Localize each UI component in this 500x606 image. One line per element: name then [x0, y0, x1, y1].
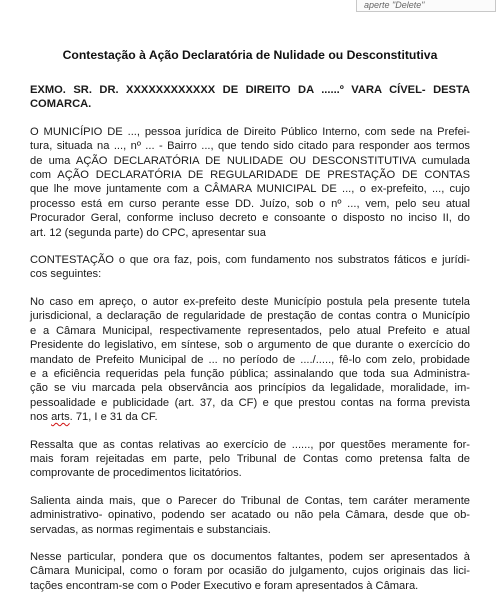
- text-line: pessoalidade e publicidade (art. 37, da CF) e que prestou contas na forma prevista: [30, 396, 470, 409]
- text-line: tações encontram-se com o Poder Executivo e foram apresentados à Câmara.: [30, 579, 419, 592]
- paragraph-contestacao: [30, 253, 470, 282]
- text-line: CONTESTAÇÃO o que ora faz, pois, com fundamento nos substratos fáticos e jurídi-: [30, 254, 470, 267]
- text-line: tura, situada na ..., nº ... - Bairro ..., que tendo sido citado para responder aos termos: [30, 140, 470, 153]
- address-line: COMARCA.: [30, 98, 92, 111]
- text-line: jurisdicional, a declaração de regularidade de prestação de contas contra o Município: [30, 310, 470, 323]
- address-line: EXMO. SR. DR. XXXXXXXXXXXX DE DIREITO DA ......º VARA CÍVEL- DESTA: [30, 84, 470, 96]
- text-fragment: nos: [30, 411, 52, 424]
- text-line: O MUNICÍPIO DE ..., pessoa jurídica de Direito Público Interno, com sede na Prefei-: [30, 125, 470, 138]
- text-line: Salienta ainda mais, que o Parecer do Tribunal de Contas, tem caráter meramente: [30, 494, 470, 507]
- paragraph-intro: [30, 125, 470, 240]
- text-line: com AÇÃO DECLARATÓRIA DE REGULARIDADE DE PRESTAÇÃO DE CONTAS: [30, 169, 470, 182]
- text-line: Procurador Geral, conforme incluso decreto e consoante o disposto no inciso II, do: [30, 212, 470, 225]
- text-line: cos seguintes:: [30, 268, 102, 281]
- text-line: administrativo- opinativo, podendo ser acatado ou não pela Câmara, desde que ob-: [30, 509, 470, 522]
- text-line: servadas, as normas regimentais e substanciais.: [30, 523, 271, 536]
- text-line: art. 12 (segunda parte) do CPC, apresentar sua: [30, 226, 266, 239]
- text-line: comprovante de procedimentos licitatórios.: [30, 467, 242, 480]
- text-line: Nesse particular, pondera que os documentos faltantes, podem ser apresentados à: [30, 550, 470, 563]
- text-line: ção se viu marcada pela observância aos princípios da legalidade, moralidade, im-: [30, 382, 470, 395]
- address-block: [30, 83, 470, 112]
- document-body: [30, 83, 470, 606]
- text-line: mais foram rejeitadas em parte, pelo Tribunal de Contas como pretensa falta de: [30, 452, 470, 465]
- text-line: No caso em apreço, o autor ex-prefeito deste Município postula pela presente tutela: [30, 295, 470, 308]
- paragraph-caso: [30, 295, 470, 425]
- text-line: Presidente do legislativo, em síntese, sob o argumento de que durante o exercício do: [30, 339, 470, 352]
- text-fragment: . 71, I e 31 da CF.: [69, 411, 158, 424]
- text-line: Ressalta que as contas relativas ao exercício de ......, por questões meramente for-: [30, 438, 470, 451]
- delete-hint-tooltip: aperte "Delete": [356, 0, 496, 12]
- text-line: de uma AÇÃO DECLARATÓRIA DE NULIDADE OU DESCONSTITUTIVA cumulada: [30, 154, 470, 167]
- paragraph-salienta: [30, 494, 470, 537]
- document-title: Contestação à Ação Declaratória de Nulidade ou Desconstitutiva: [62, 48, 438, 62]
- text-line: processo está em curso perante esse DD. Juízo, sob o nº ..., vem, pelo seu atual: [30, 197, 470, 210]
- paragraph-particular: [30, 550, 470, 593]
- spellcheck-underlined-word[interactable]: arts: [51, 411, 70, 424]
- paragraph-ressalta: [30, 438, 470, 481]
- text-line: [30, 410, 470, 424]
- text-line: mandato de Prefeito Municipal de ... no período de ..../....., fê-lo com zelo, probidade: [30, 353, 470, 366]
- text-line: Câmara Municipal, como o foram por ocasião do julgamento, cujos originais das lici-: [30, 565, 470, 578]
- text-line: e a eficiência requeridas pela função pública; assinalando que toda sua Administra-: [30, 367, 470, 380]
- text-line: e a Câmara Municipal, respectivamente representados, pelo atual Prefeito e atual: [30, 324, 470, 337]
- text-line: que lhe move juntamente com a CÂMARA MUNICIPAL DE ..., o ex-prefeito, ..., cujo: [30, 183, 470, 196]
